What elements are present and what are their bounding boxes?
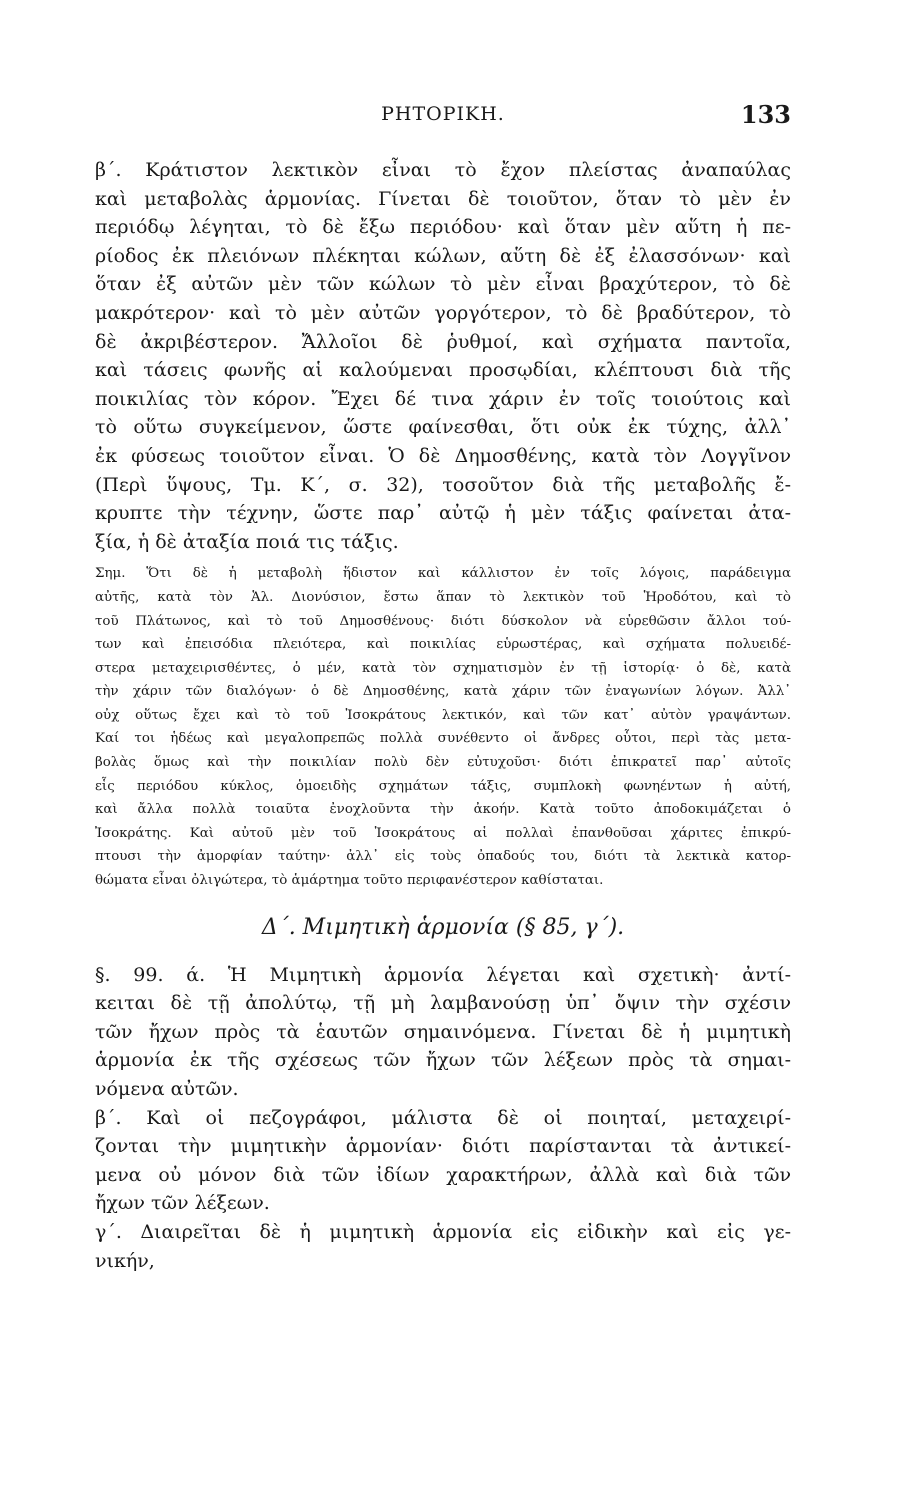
text-line: καὶ τάσεις φωνῆς αἱ καλούμεναι προσῳδίαι, κλέπτουσι διὰ τῆς <box>95 359 791 382</box>
text-line: ποικιλίας τὸν κόρον. Ἔχει δέ τινα χάριν ἐν τοῖς τοιούτοις καὶ <box>95 387 791 410</box>
note-line: καὶ ἄλλα πολλὰ τοιαῦτα ἐνοχλοῦντα τὴν ἀκοήν. Κατὰ τοῦτο ἀποδοκιμάζεται ὁ <box>95 802 791 818</box>
text-line: §. 99. ά. Ἡ Μιμητικὴ ἁρμονία λέγεται καὶ σχετικὴ· ἀντί- <box>95 963 791 986</box>
note-line: Σημ. Ὅτι δὲ ἡ μεταβολὴ ἥδιστον καὶ κάλλιστον ἐν τοῖς λόγοις, παράδειγμα <box>95 566 791 582</box>
note-line: Καί τοι ἡδέως καὶ μεγαλοπρεπῶς πολλὰ συνέθεντο οἱ ἄνδρες οὗτοι, περὶ τὰς μετα- <box>95 731 791 747</box>
text-line: μακρότερον· καὶ τὸ μὲν αὐτῶν γοργότερον, τὸ δὲ βραδύτερον, τὸ <box>95 301 791 324</box>
text-line: νικήν, <box>95 1249 155 1272</box>
paragraph-99a <box>95 961 791 1104</box>
page-header <box>95 100 791 137</box>
note-line: τοῦ Πλάτωνος, καὶ τὸ τοῦ Δημοσθένους· διότι δύσκολον νὰ εὑρεθῶσιν ἄλλοι τού- <box>95 613 791 629</box>
section-heading: Δ΄. Μιμητικὴ ἁρμονία (§ 85, γ΄). <box>261 914 625 940</box>
note-line: τὴν χάριν τῶν διαλόγων· ὁ δὲ Δημοσθένης, κατὰ χάριν τῶν ἐναγωνίων λόγων. Ἀλλ᾽ <box>95 684 791 700</box>
note-line: στερα μεταχειρισθέντες, ὁ μέν, κατὰ τὸν σχηματισμὸν ἐν τῇ ἱστορίᾳ· ὁ δὲ, κατὰ <box>95 660 791 676</box>
page-number: 133 <box>740 100 791 129</box>
note-line: εἷς περιόδου κύκλος, ὁμοειδὴς σχημάτων τάξις, συμπλοκὴ φωνηέντων ἡ αὐτή, <box>95 778 791 794</box>
note-line: αὐτῆς, κατὰ τὸν Ἁλ. Διονύσιον, ἔστω ἅπαν τὸ λεκτικὸν τοῦ Ἡροδότου, καὶ τὸ <box>95 589 791 605</box>
text-line: κειται δὲ τῇ ἀπολύτῳ, τῇ μὴ λαμβανούσῃ ὑπ᾽ ὄψιν τὴν σχέσιν <box>95 992 791 1015</box>
text-line: κρυπτε τὴν τέχνην, ὥστε παρ᾽ αὐτῷ ἡ μὲν τάξις φαίνεται ἀτα- <box>95 502 791 525</box>
text-line: ξία, ἡ δὲ ἀταξία ποιά τις τάξις. <box>95 530 399 553</box>
text-line: ρίοδος ἐκ πλειόνων πλέκηται κώλων, αὕτη δὲ ἐξ ἐλασσόνων· καὶ <box>95 244 791 267</box>
paragraph-b <box>95 156 791 556</box>
text-line: γ΄. Διαιρεῖται δὲ ἡ μιμητικὴ ἁρμονία εἰς εἰδικὴν καὶ εἰς γε- <box>95 1220 791 1243</box>
text-line: ἤχων τῶν λέξεων. <box>95 1192 270 1215</box>
text-line: β΄. Κράτιστον λεκτικὸν εἶναι τὸ ἔχον πλείστας ἀναπαύλας <box>95 159 791 181</box>
note-line: οὐχ οὕτως ἔχει καὶ τὸ τοῦ Ἰσοκράτους λεκτικόν, καὶ τῶν κατ᾽ αὐτὸν γραψάντων. <box>95 707 791 723</box>
text-line: καὶ μεταβολὰς ἁρμονίας. Γίνεται δὲ τοιοῦτον, ὅταν τὸ μὲν ἐν <box>95 187 791 210</box>
note-line: των καὶ ἐπεισόδια πλειότερα, καὶ ποικιλίας εὑρωστέρας, καὶ σχήματα πολυειδέ- <box>95 637 791 653</box>
text-line: τὸ οὕτω συγκείμενον, ὥστε φαίνεσθαι, ὅτι οὐκ ἐκ τύχης, ἀλλ᾽ <box>95 416 791 439</box>
note-line: θώματα εἶναι ὀλιγώτερα, τὸ ἁμάρτημα τοῦτο περιφανέστερον καθίσταται. <box>95 873 604 889</box>
note-line: Ἰσοκράτης. Καὶ αὐτοῦ μὲν τοῦ Ἰσοκράτους αἱ πολλαὶ ἐπανθοῦσαι χάριτες ἐπικρύ- <box>95 825 791 841</box>
running-title: ΡΗΤΟΡΙΚΗ. <box>381 103 505 125</box>
text-line: περιόδῳ λέγηται, τὸ δὲ ἔξω περιόδου· καὶ ὅταν μὲν αὕτη ἡ πε- <box>95 216 791 239</box>
text-line: ζονται τὴν μιμητικὴν ἁρμονίαν· διότι παρίστανται τὰ ἀντικεί- <box>95 1135 791 1158</box>
text-line: β΄. Καὶ οἱ πεζογράφοι, μάλιστα δὲ οἱ ποιηταί, μεταχειρί- <box>95 1106 791 1129</box>
paragraph-99c <box>95 1218 791 1275</box>
text-line: ὅταν ἐξ αὐτῶν μὲν τῶν κώλων τὸ μὲν εἶναι βραχύτερον, τὸ δὲ <box>95 273 791 296</box>
text-line: μενα οὐ μόνον διὰ τῶν ἰδίων χαρακτήρων, ἀλλὰ καὶ διὰ τῶν <box>95 1163 791 1186</box>
text-line: τῶν ἤχων πρὸς τὰ ἑαυτῶν σημαινόμενα. Γίνεται δὲ ἡ μιμητικὴ <box>95 1020 791 1043</box>
page-body <box>95 156 791 1275</box>
text-line: ἁρμονία ἐκ τῆς σχέσεως τῶν ἤχων τῶν λέξεων πρὸς τὰ σημαι- <box>95 1049 791 1072</box>
note-line: πτουσι τὴν ἀμορφίαν ταύτην· ἀλλ᾽ εἰς τοὺς ὀπαδούς του, διότι τὰ λεκτικὰ κατορ- <box>95 849 791 865</box>
footnote <box>95 562 791 892</box>
text-line: (Περὶ ὕψους, Τμ. Κ΄, σ. 32), τοσοῦτον διὰ τῆς μεταβολῆς ἔ- <box>95 473 791 496</box>
paragraph-99b <box>95 1104 791 1218</box>
text-line: ἐκ φύσεως τοιοῦτον εἶναι. Ὁ δὲ Δημοσθένης, κατὰ τὸν Λογγῖνον <box>95 444 791 467</box>
note-line: βολὰς ὅμως καὶ τὴν ποικιλίαν πολὺ δὲν εὐτυχοῦσι· διότι ἐπικρατεῖ παρ᾽ αὐτοῖς <box>95 755 791 771</box>
text-line: δὲ ἀκριβέστερον. Ἄλλοῖοι δὲ ῥυθμοί, καὶ σχήματα παντοῖα, <box>95 330 791 353</box>
text-line: νόμενα αὐτῶν. <box>95 1078 239 1100</box>
